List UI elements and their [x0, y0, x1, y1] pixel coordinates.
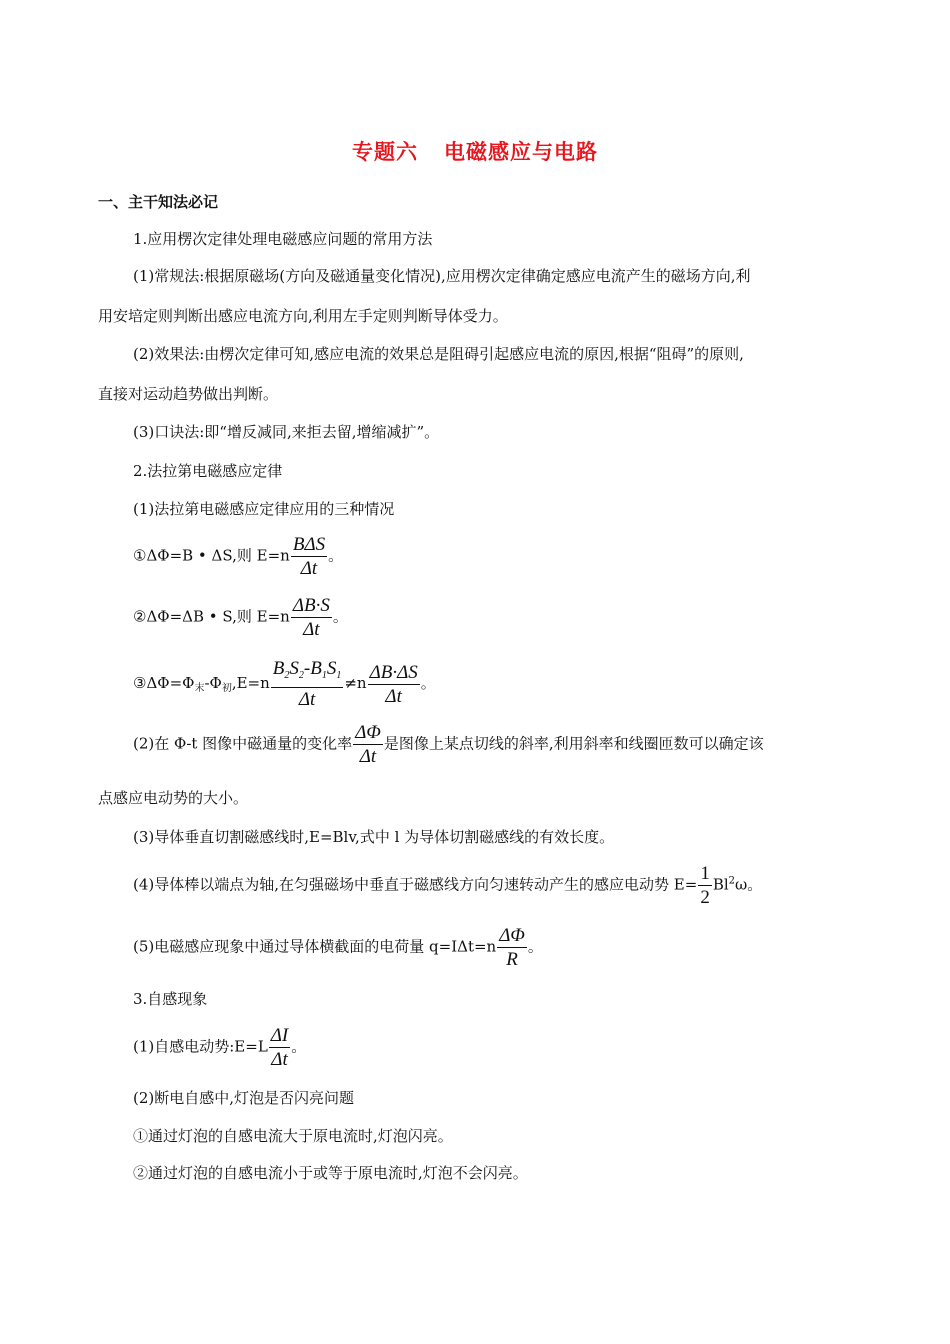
- superscript: 2: [728, 875, 736, 887]
- paragraph-3: (3)口诀法:即“增反减同,来拒去留,增缩减扩”。: [133, 423, 440, 441]
- paragraph-8: [133, 925, 543, 970]
- formula-1-pre: ①ΔΦ=B • ΔS,则 E=n: [133, 546, 290, 565]
- fraction-numerator: ΔB·S: [292, 595, 330, 616]
- term: B: [272, 658, 285, 679]
- subscript: 1: [321, 670, 327, 681]
- fraction: [271, 658, 344, 710]
- formula-1-post: 。: [328, 546, 344, 565]
- formula-3-neq: ≠n: [344, 674, 367, 692]
- subscript: 1: [336, 670, 342, 681]
- fraction: [291, 595, 332, 640]
- fraction: [353, 722, 383, 767]
- paragraph-8-pre: (5)电磁感应现象中通过导体横截面的电荷量 q=IΔt=n: [133, 937, 497, 956]
- fraction-numerator: [271, 658, 344, 688]
- paragraph-5-post: 是图像上某点切线的斜率,利用斜率和线圈匝数可以确定该: [383, 734, 764, 753]
- fraction-denominator: Δt: [298, 689, 316, 710]
- fraction-numerator: BΔS: [292, 534, 326, 555]
- paragraph-12: ②通过灯泡的自感电流小于或等于原电流时,灯泡不会闪亮。: [133, 1164, 528, 1182]
- section-heading: 一、主干知法必记: [98, 193, 219, 211]
- fraction: [698, 863, 712, 908]
- subscript: 2: [298, 670, 304, 681]
- paragraph-9: [133, 1025, 306, 1070]
- fraction: [269, 1025, 290, 1070]
- paragraph-5-line-1: [133, 722, 764, 767]
- paragraph-1-line-1: (1)常规法:根据原磁场(方向及磁通量变化情况),应用楞次定律确定感应电流产生的磁场方向,利: [133, 267, 751, 285]
- page-title: [0, 136, 950, 166]
- paragraph-5-pre: (2)在 Φ-t 图像中磁通量的变化率: [133, 734, 353, 753]
- formula-1: [133, 534, 343, 579]
- paragraph-4: (1)法拉第电磁感应定律应用的三种情况: [133, 500, 395, 518]
- fraction-numerator: ΔΦ: [355, 722, 381, 743]
- paragraph-6: (3)导体垂直切割磁感线时,E=Blv,式中 l 为导体切割磁感线的有效长度。: [133, 828, 615, 846]
- subheading-2: 2.法拉第电磁感应定律: [133, 462, 283, 480]
- paragraph-7-pre: (4)导体棒以端点为轴,在匀强磁场中垂直于磁感线方向匀速转动产生的感应电动势 E=: [133, 875, 698, 894]
- term: S: [289, 658, 299, 679]
- fraction: [368, 662, 420, 707]
- paragraph-7: [133, 863, 762, 908]
- formula-3-pre: ③ΔΦ=Φ: [133, 674, 195, 692]
- fraction-numerator: 1: [700, 863, 710, 884]
- fraction: [497, 925, 527, 970]
- fraction-numerator: ΔI: [270, 1025, 289, 1046]
- subheading-1: 1.应用楞次定律处理电磁感应问题的常用方法: [133, 230, 433, 248]
- paragraph-7-post: Bl: [712, 875, 729, 894]
- subscript-end: 末: [194, 683, 205, 694]
- paragraph-2-line-2: 直接对运动趋势做出判断。: [98, 385, 279, 403]
- paragraph-2-line-1: (2)效果法:由楞次定律可知,感应电流的效果总是阻碍引起感应电流的原因,根据“阻碍”的原则,: [133, 345, 744, 363]
- paragraph-11: ①通过灯泡的自感电流大于原电流时,灯泡闪亮。: [133, 1127, 453, 1145]
- formula-3-eq: ,E=n: [231, 674, 270, 692]
- title-part2: 电磁感应与电路: [444, 140, 598, 164]
- fraction-denominator: Δt: [303, 619, 320, 640]
- formula-3-mid: -Φ: [204, 674, 222, 692]
- formula-2-pre: ②ΔΦ=ΔB • S,则 E=n: [133, 607, 290, 626]
- subheading-3: 3.自感现象: [133, 990, 208, 1008]
- formula-2-post: 。: [332, 607, 348, 626]
- paragraph-1-line-2: 用安培定则判断出感应电流方向,利用左手定则判断导体受力。: [98, 307, 508, 325]
- subscript: 2: [284, 670, 290, 681]
- formula-2: [133, 595, 348, 640]
- paragraph-9-post: 。: [291, 1037, 307, 1056]
- formula-3-post: 。: [420, 674, 436, 692]
- paragraph-9-pre: (1)自感电动势:E=L: [133, 1037, 268, 1056]
- term: -B: [303, 658, 322, 679]
- paragraph-8-post: 。: [527, 937, 543, 956]
- paragraph-5-line-2: 点感应电动势的大小。: [98, 789, 249, 807]
- fraction-denominator: Δt: [385, 685, 402, 707]
- fraction-denominator: Δt: [271, 1049, 288, 1070]
- fraction-numerator: ΔB·ΔS: [369, 661, 418, 683]
- fraction-denominator: 2: [700, 887, 710, 908]
- paragraph-7-post2: ω。: [735, 875, 763, 894]
- fraction: [291, 534, 327, 579]
- term: S: [326, 658, 337, 679]
- fraction-denominator: R: [506, 949, 518, 970]
- subscript-start: 初: [221, 683, 232, 694]
- formula-3: [133, 658, 436, 710]
- title-part1: 专题六: [352, 140, 418, 164]
- fraction-denominator: Δt: [359, 746, 377, 767]
- fraction-numerator: ΔΦ: [499, 925, 525, 946]
- fraction-denominator: Δt: [300, 558, 318, 579]
- paragraph-10: (2)断电自感中,灯泡是否闪亮问题: [133, 1089, 355, 1107]
